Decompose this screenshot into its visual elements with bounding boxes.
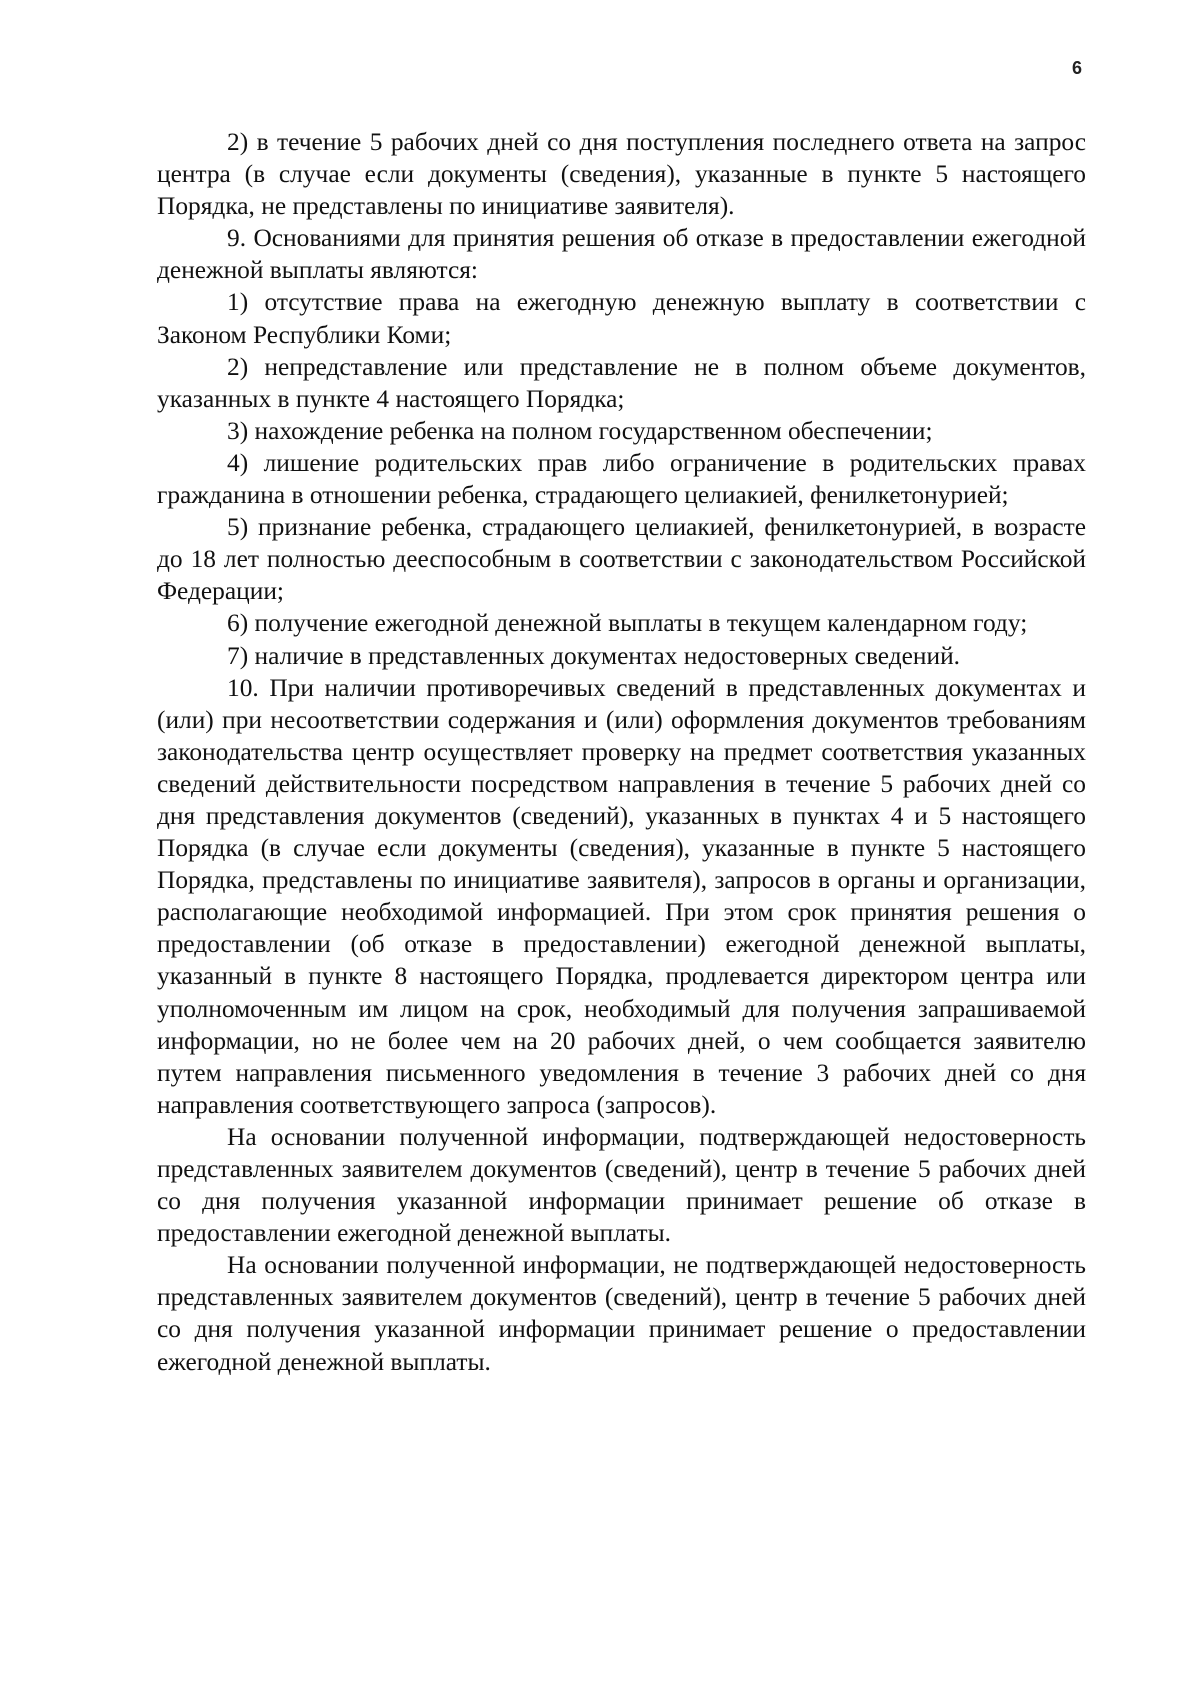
refusal-ground-5: 5) признание ребенка, страдающего целиакией, фенилкетонурией, в возрасте до 18 лет полностью дееспособным в соответствии с законодательством Российской Федерации; (157, 513, 1086, 606)
paragraph-10-verification: 10. При наличии противоречивых сведений в представленных документах и (или) при несоответствии содержания и (или) оформления документов требованиям законодательства центр осуществляет проверку на предмет соответствия указанных сведений действительности посредством направления в течение 5 рабочих дней со дня представления документов (сведений), указанных в пунктах 4 и 5 настоящего Порядка (в случае если документы (сведения), указанные в пункте 5 настоящего Порядка, представлены по инициативе заявителя), запросов в органы и организации, располагающие необходимой информацией. При этом срок принятия решения о предоставлении (об отказе в предоставлении) ежегодной денежной выплаты, указанный в пункте 8 настоящего Порядка, продлевается директором центра или уполномоченным им лицом на срок, необходимый для получения запрашиваемой информации, но не более чем на 20 рабочих дней, о чем сообщается заявителю путем направления письменного уведомления в течение 3 рабочих дней со дня направления соответствующего запроса (запросов). (157, 673, 1086, 1119)
refusal-ground-7: 7) наличие в представленных документах недостоверных сведений. (227, 641, 961, 670)
refusal-ground-4: 4) лишение родительских прав либо ограничение в родительских правах гражданина в отношении ребенка, страдающего целиакией, фенилкетонурией; (157, 448, 1086, 510)
document-body (157, 126, 1086, 1378)
page-number: 6 (1072, 58, 1083, 78)
paragraph-confirmed-unreliable: На основании полученной информации, подтверждающей недостоверность представленных заявителем документов (сведений), центр в течение 5 рабочих дней со дня получения указанной информации принимает решение об отказе в предоставлении ежегодной денежной выплаты. (157, 1122, 1086, 1248)
paragraph-item-2-deadline: 2) в течение 5 рабочих дней со дня поступления последнего ответа на запрос центра (в случае если документы (сведения), указанные в пункте 5 настоящего Порядка, не представлены по инициативе заявителя). (157, 128, 1086, 221)
refusal-ground-1: 1) отсутствие права на ежегодную денежную выплату в соответствии с Законом Республики Коми; (157, 288, 1086, 349)
refusal-ground-3: 3) нахождение ребенка на полном государственном обеспечении; (227, 416, 933, 445)
refusal-ground-6: 6) получение ежегодной денежной выплаты в текущем календарном году; (227, 609, 1028, 638)
refusal-ground-2: 2) непредставление или представление не в полном объеме документов, указанных в пункте 4 настоящего Порядка; (157, 352, 1086, 413)
paragraph-9-refusal-grounds: 9. Основаниями для принятия решения об отказе в предоставлении ежегодной денежной выплаты являются: (157, 224, 1086, 285)
paragraph-not-confirmed-unreliable: На основании полученной информации, не подтверждающей недостоверность представленных заявителем документов (сведений), центр в течение 5 рабочих дней со дня получения указанной информации принимает решение о предоставлении ежегодной денежной выплаты. (157, 1251, 1086, 1376)
